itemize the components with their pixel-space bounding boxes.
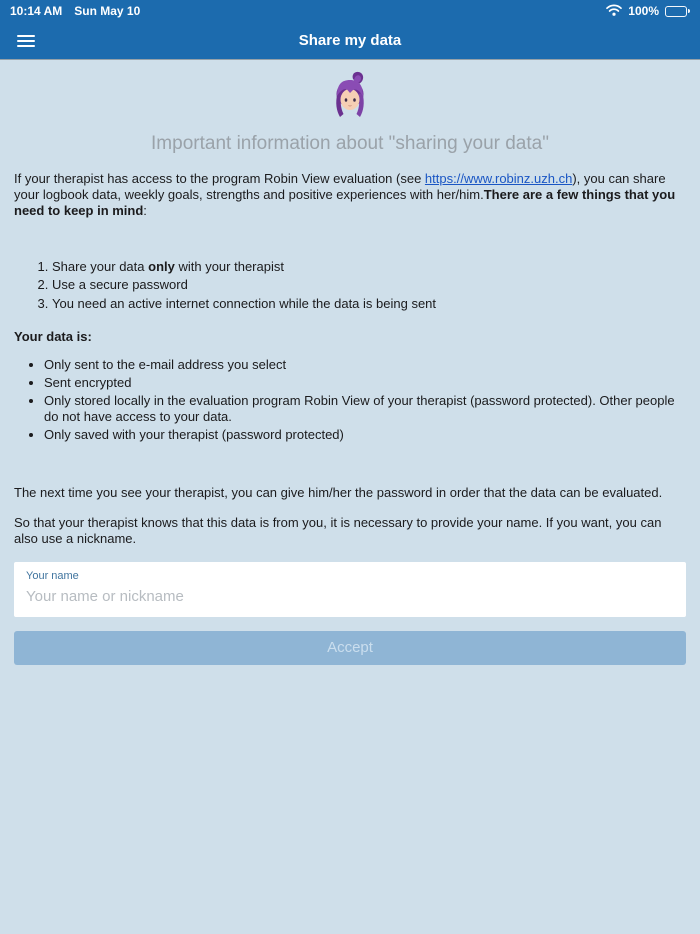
list-item: 3. You need an active internet connection while the data is being sent: [52, 296, 686, 312]
avatar: [327, 71, 373, 125]
status-date: Sun May 10: [74, 4, 141, 18]
list-item: • Sent encrypted: [44, 375, 686, 391]
name-paragraph: So that your therapist knows that this data is from you, it is necessary to provide your name. If you want, you can also use a nickname.: [14, 515, 662, 547]
name-field-card: [14, 562, 686, 617]
wifi-icon: [606, 4, 622, 19]
battery-percent: 100%: [628, 4, 659, 18]
status-time: 10:14 AM: [10, 4, 63, 18]
list-item: 2. Use a secure password: [52, 277, 686, 293]
password-paragraph: The next time you see your therapist, you can give him/her the password in order that the data can be evaluated.: [14, 485, 663, 501]
list-item: • Only sent to the e-mail address you select: [44, 357, 686, 373]
name-input[interactable]: [26, 588, 674, 605]
list-item: • Only stored locally in the evaluation program Robin View of your therapist (password protected). Other people do not have access to your data.: [44, 393, 686, 425]
main-content: [0, 59, 700, 665]
name-field-label: Your name: [26, 569, 79, 582]
intro-text-1: If your therapist has access to the program Robin View evaluation (see: [14, 171, 425, 186]
intro-bold-note: There are a few things that you need to keep in mind: [14, 187, 676, 219]
your-data-heading: Your data is:: [14, 328, 92, 344]
page-title: Share my data: [298, 32, 402, 49]
nav-bar: [0, 22, 700, 59]
status-left: [10, 4, 140, 18]
status-bar: [0, 0, 700, 22]
list-item: 1. Share your data only with your therapist: [52, 259, 686, 275]
list-item: • Only saved with your therapist (password protected): [44, 427, 686, 443]
battery-icon: [665, 6, 687, 17]
intro-text-2: ), you can share your logbook data, weekly goals, strengths and positive experiences with her/him.: [14, 171, 666, 203]
intro-text-3: :: [143, 203, 147, 219]
section-heading: Important information about "sharing your data": [151, 133, 549, 154]
menu-icon[interactable]: [13, 31, 39, 51]
data-properties-list: [14, 357, 686, 444]
status-right: [606, 4, 690, 19]
accept-button[interactable]: Accept: [14, 631, 686, 665]
robinz-link[interactable]: https://www.robinz.uzh.ch: [424, 171, 573, 186]
instructions-list: [14, 259, 686, 311]
intro-paragraph: [14, 171, 686, 219]
